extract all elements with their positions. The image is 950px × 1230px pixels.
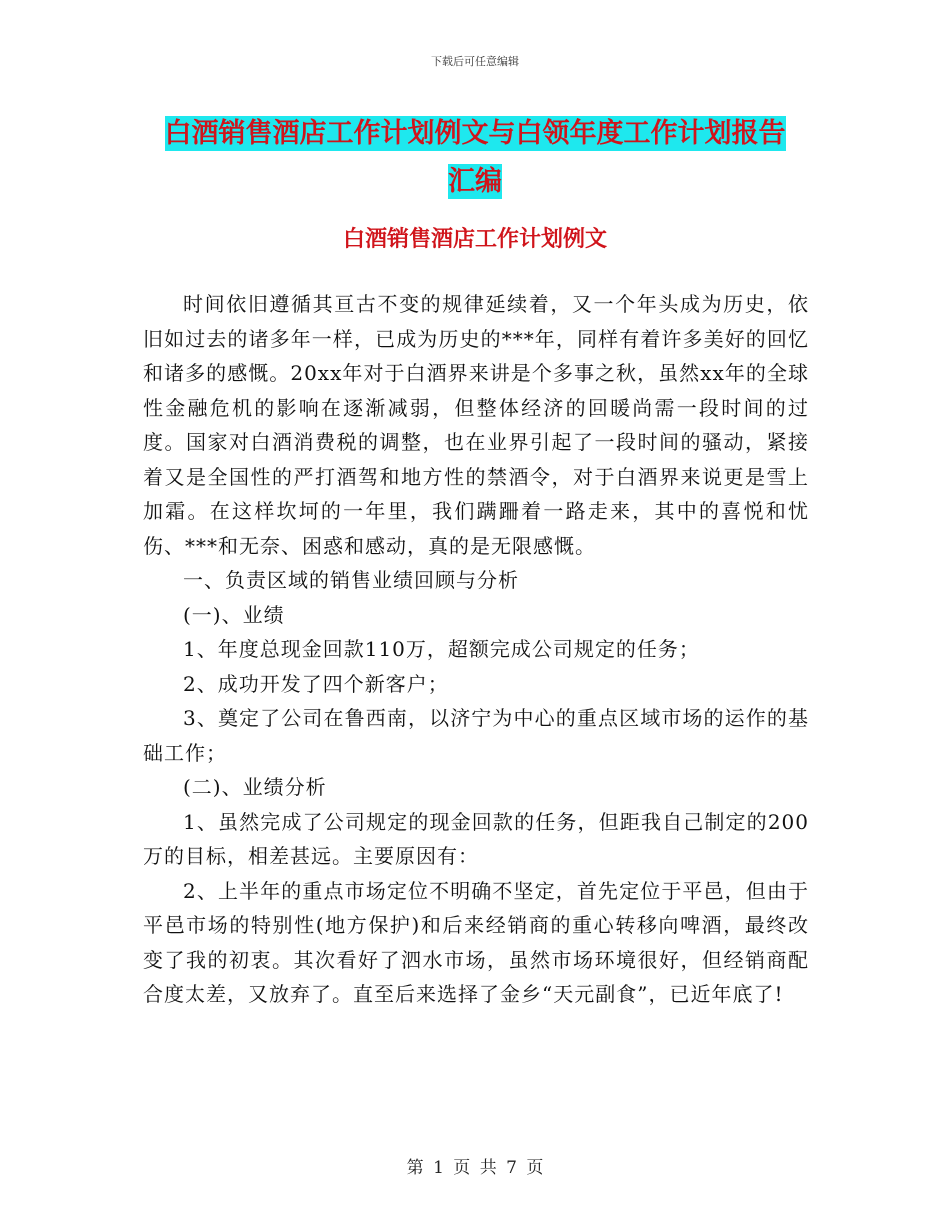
heading-performance: (一)、业绩 [183, 602, 285, 627]
list-item-performance-2: 2、成功开发了四个新客户； [183, 671, 449, 696]
list-item-analysis-1: 1、虽然完成了公司规定的现金回款的任务，但距我自己制定的200万的目标，相差甚远。主要原因有： [143, 809, 809, 868]
document-title [140, 110, 810, 206]
section-title: 白酒销售酒店工作计划例文 [342, 226, 607, 252]
page-number: 第 1 页 共 7 页 [406, 1158, 544, 1178]
header-note: 下载后可任意编辑 [431, 55, 519, 68]
document-title-line-2: 汇编 [448, 166, 502, 197]
paragraph-intro: 时间依旧遵循其亘古不变的规律延续着，又一个年头成为历史，依旧如过去的诸多年一样，已成为历史的***年，同样有着许多美好的回忆和诸多的感慨。20xx年对于白酒界来讲是个多事之秋，虽然xx年的全球性金融危机的影响在逐渐减弱，但整体经济的回暖尚需一段时间的过度。国家对白酒消费税的调整，也在业界引起了一段时间的骚动，紧接着又是全国性的严打酒驾和地方性的禁酒令，对于白酒界来说更是雪上加霜。在这样坎坷的一年里，我们蹒跚着一路走来，其中的喜悦和忧伤、***和无奈、困惑和感动，真的是无限感慨。 [143, 292, 809, 558]
heading-section-1: 一、负责区域的销售业绩回顾与分析 [183, 568, 519, 592]
list-item-analysis-2: 2、上半年的重点市场定位不明确不坚定，首先定位于平邑，但由于平邑市场的特别性(地方保护)和后来经销商的重心转移向啤酒，最终改变了我的初衷。其次看好了泗水市场，虽然市场环境很好，但经销商配合度太差，又放弃了。直至后来选择了金乡“天元副食”，已近年底了! [143, 878, 809, 1006]
list-item-performance-1: 1、年度总现金回款110万，超额完成公司规定的任务； [183, 637, 700, 661]
heading-performance-analysis: (二)、业绩分析 [183, 775, 327, 799]
document-title-line-1: 白酒销售酒店工作计划例文与白领年度工作计划报告 [164, 118, 786, 149]
document-body [143, 287, 809, 1012]
list-item-performance-3: 3、奠定了公司在鲁西南，以济宁为中心的重点区域市场的运作的基础工作； [143, 706, 809, 765]
